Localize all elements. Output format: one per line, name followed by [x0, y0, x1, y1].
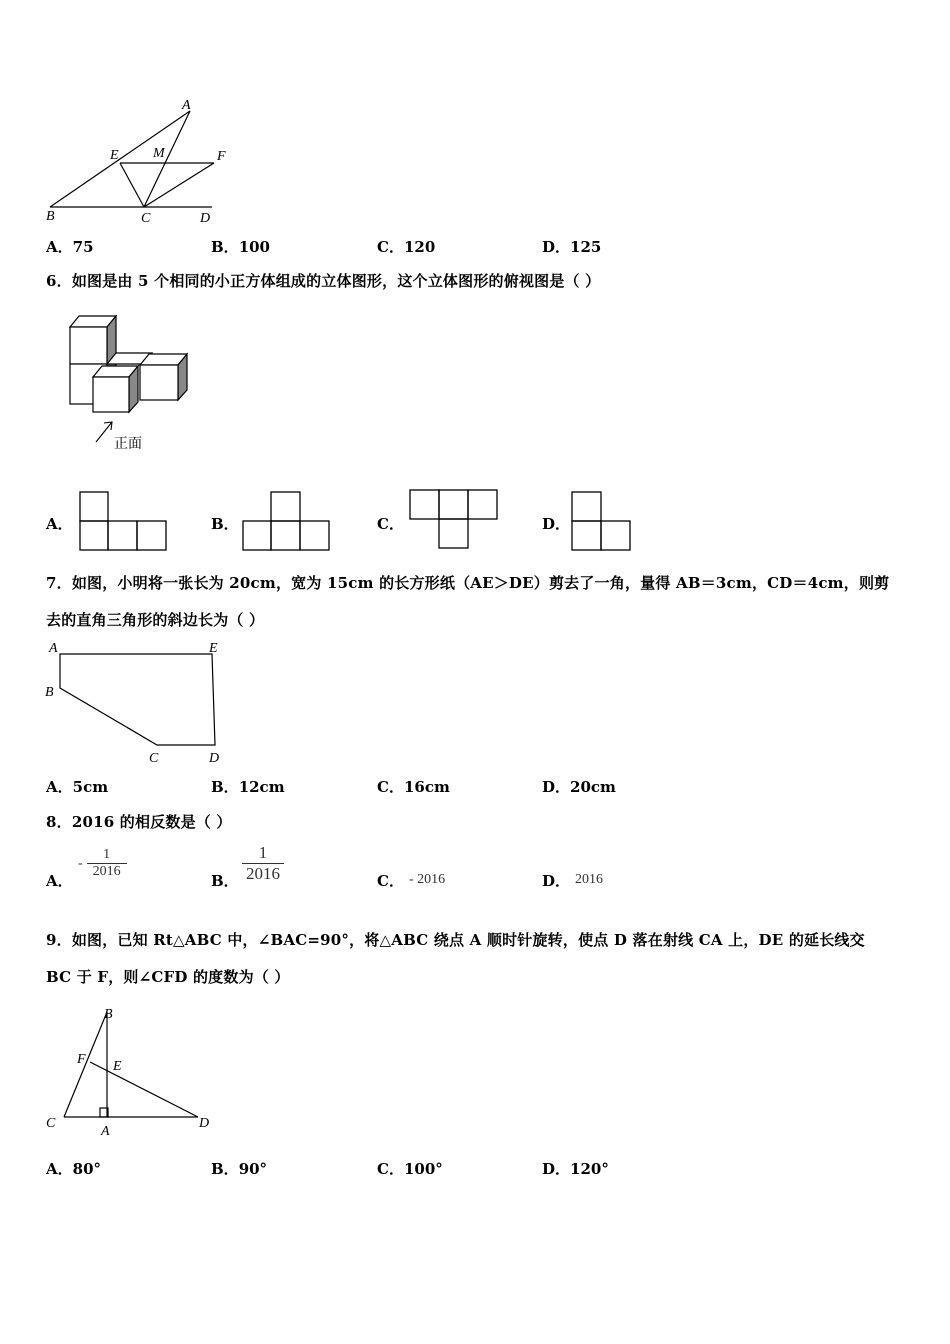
- q6-option-c[interactable]: C．: [377, 515, 404, 533]
- q6-option-c-view[interactable]: [408, 488, 500, 552]
- q9-label-D: D: [199, 1116, 210, 1131]
- q9-line-FD: [90, 1062, 198, 1117]
- q5-line-EC: [120, 163, 144, 207]
- q7-option-b[interactable]: B．12cm: [211, 778, 285, 796]
- q8-stem: 8．2016 的相反数是（ ）: [46, 813, 232, 831]
- q8-option-b-value[interactable]: [242, 843, 284, 884]
- q7-option-d[interactable]: D．20cm: [542, 778, 616, 796]
- q5-option-a[interactable]: A．75: [46, 238, 94, 256]
- q9-label-E: E: [113, 1059, 122, 1074]
- q7-option-a[interactable]: A．5cm: [46, 778, 109, 796]
- q5-label-A: A: [182, 98, 191, 113]
- q5-option-d[interactable]: D．125: [542, 238, 602, 256]
- q5-label-B: B: [46, 209, 55, 224]
- q6-option-b[interactable]: B．: [211, 515, 239, 533]
- q7-label-A: A: [49, 641, 58, 656]
- q7-option-c[interactable]: C．16cm: [377, 778, 450, 796]
- q5-option-b[interactable]: B．100: [211, 238, 270, 256]
- q7-polygon: [60, 654, 215, 745]
- q6-front-label: 正面: [114, 437, 142, 452]
- q8-option-b-numerator: 1: [242, 843, 284, 864]
- q7-stem-line2: 去的直角三角形的斜边长为（ ）: [46, 611, 265, 629]
- q9-option-d[interactable]: D．120°: [542, 1160, 609, 1178]
- q8-option-c[interactable]: C．: [377, 872, 404, 890]
- q5-line-BA: [50, 111, 190, 207]
- q5-label-E: E: [110, 148, 119, 163]
- q5-label-C: C: [141, 211, 151, 226]
- q9-stem-line1: 9．如图，已知 Rt△ABC 中，∠BAC=90°，将△ABC 绕点 A 顺时针旋转，使点 D 落在射线 CA 上，DE 的延长线交: [46, 931, 865, 949]
- q6-cube-figure: [62, 310, 202, 455]
- q8-option-d[interactable]: D．: [542, 872, 571, 890]
- q9-option-b[interactable]: B．90°: [211, 1160, 268, 1178]
- q8-option-a[interactable]: A．: [46, 872, 73, 890]
- q9-label-B: B: [104, 1007, 113, 1022]
- q9-figure: [42, 1000, 222, 1140]
- q6-option-a[interactable]: A．: [46, 515, 73, 533]
- q7-figure: [42, 636, 232, 768]
- q9-label-A: A: [101, 1124, 110, 1139]
- q8-option-b[interactable]: B．: [211, 872, 239, 890]
- q5-label-D: D: [200, 211, 211, 226]
- q5-figure: [40, 95, 240, 230]
- q8-option-d-value[interactable]: 2016: [575, 872, 603, 887]
- q8-option-a-denominator: 2016: [92, 864, 121, 879]
- q8-option-a-fraction: [87, 847, 127, 880]
- q5-option-c[interactable]: C．120: [377, 238, 436, 256]
- q9-stem-line2: BC 于 F，则∠CFD 的度数为（ ）: [46, 968, 290, 986]
- q9-option-c[interactable]: C．100°: [377, 1160, 443, 1178]
- q9-label-C: C: [46, 1116, 56, 1131]
- q5-label-M: M: [153, 146, 165, 161]
- q7-stem-line1: 7．如图，小明将一张长为 20cm，宽为 15cm 的长方形纸（AE＞DE）剪去了一角，量得 AB＝3cm，CD＝4cm，则剪: [46, 574, 890, 592]
- q8-option-b-denominator: 2016: [246, 864, 280, 883]
- q8-option-a-value[interactable]: [78, 847, 127, 880]
- q9-option-a[interactable]: A．80°: [46, 1160, 102, 1178]
- q8-option-a-sign: -: [78, 855, 83, 871]
- q8-option-c-value[interactable]: - 2016: [409, 872, 446, 887]
- q8-option-b-fraction: [242, 843, 284, 884]
- q7-label-E: E: [209, 641, 218, 656]
- q6-stem: 6．如图是由 5 个相同的小正方体组成的立体图形，这个立体图形的俯视图是（ ）: [46, 272, 601, 290]
- q6-option-a-view[interactable]: [78, 490, 170, 554]
- q7-label-B: B: [45, 685, 54, 700]
- q7-label-C: C: [149, 751, 159, 766]
- q6-option-b-view[interactable]: [241, 490, 333, 554]
- q8-option-a-numerator: 1: [87, 847, 127, 864]
- q6-option-d-view[interactable]: [570, 490, 634, 554]
- q6-option-d[interactable]: D．: [542, 515, 571, 533]
- q7-label-D: D: [209, 751, 220, 766]
- q5-label-F: F: [217, 149, 226, 164]
- q9-label-F: F: [77, 1052, 86, 1067]
